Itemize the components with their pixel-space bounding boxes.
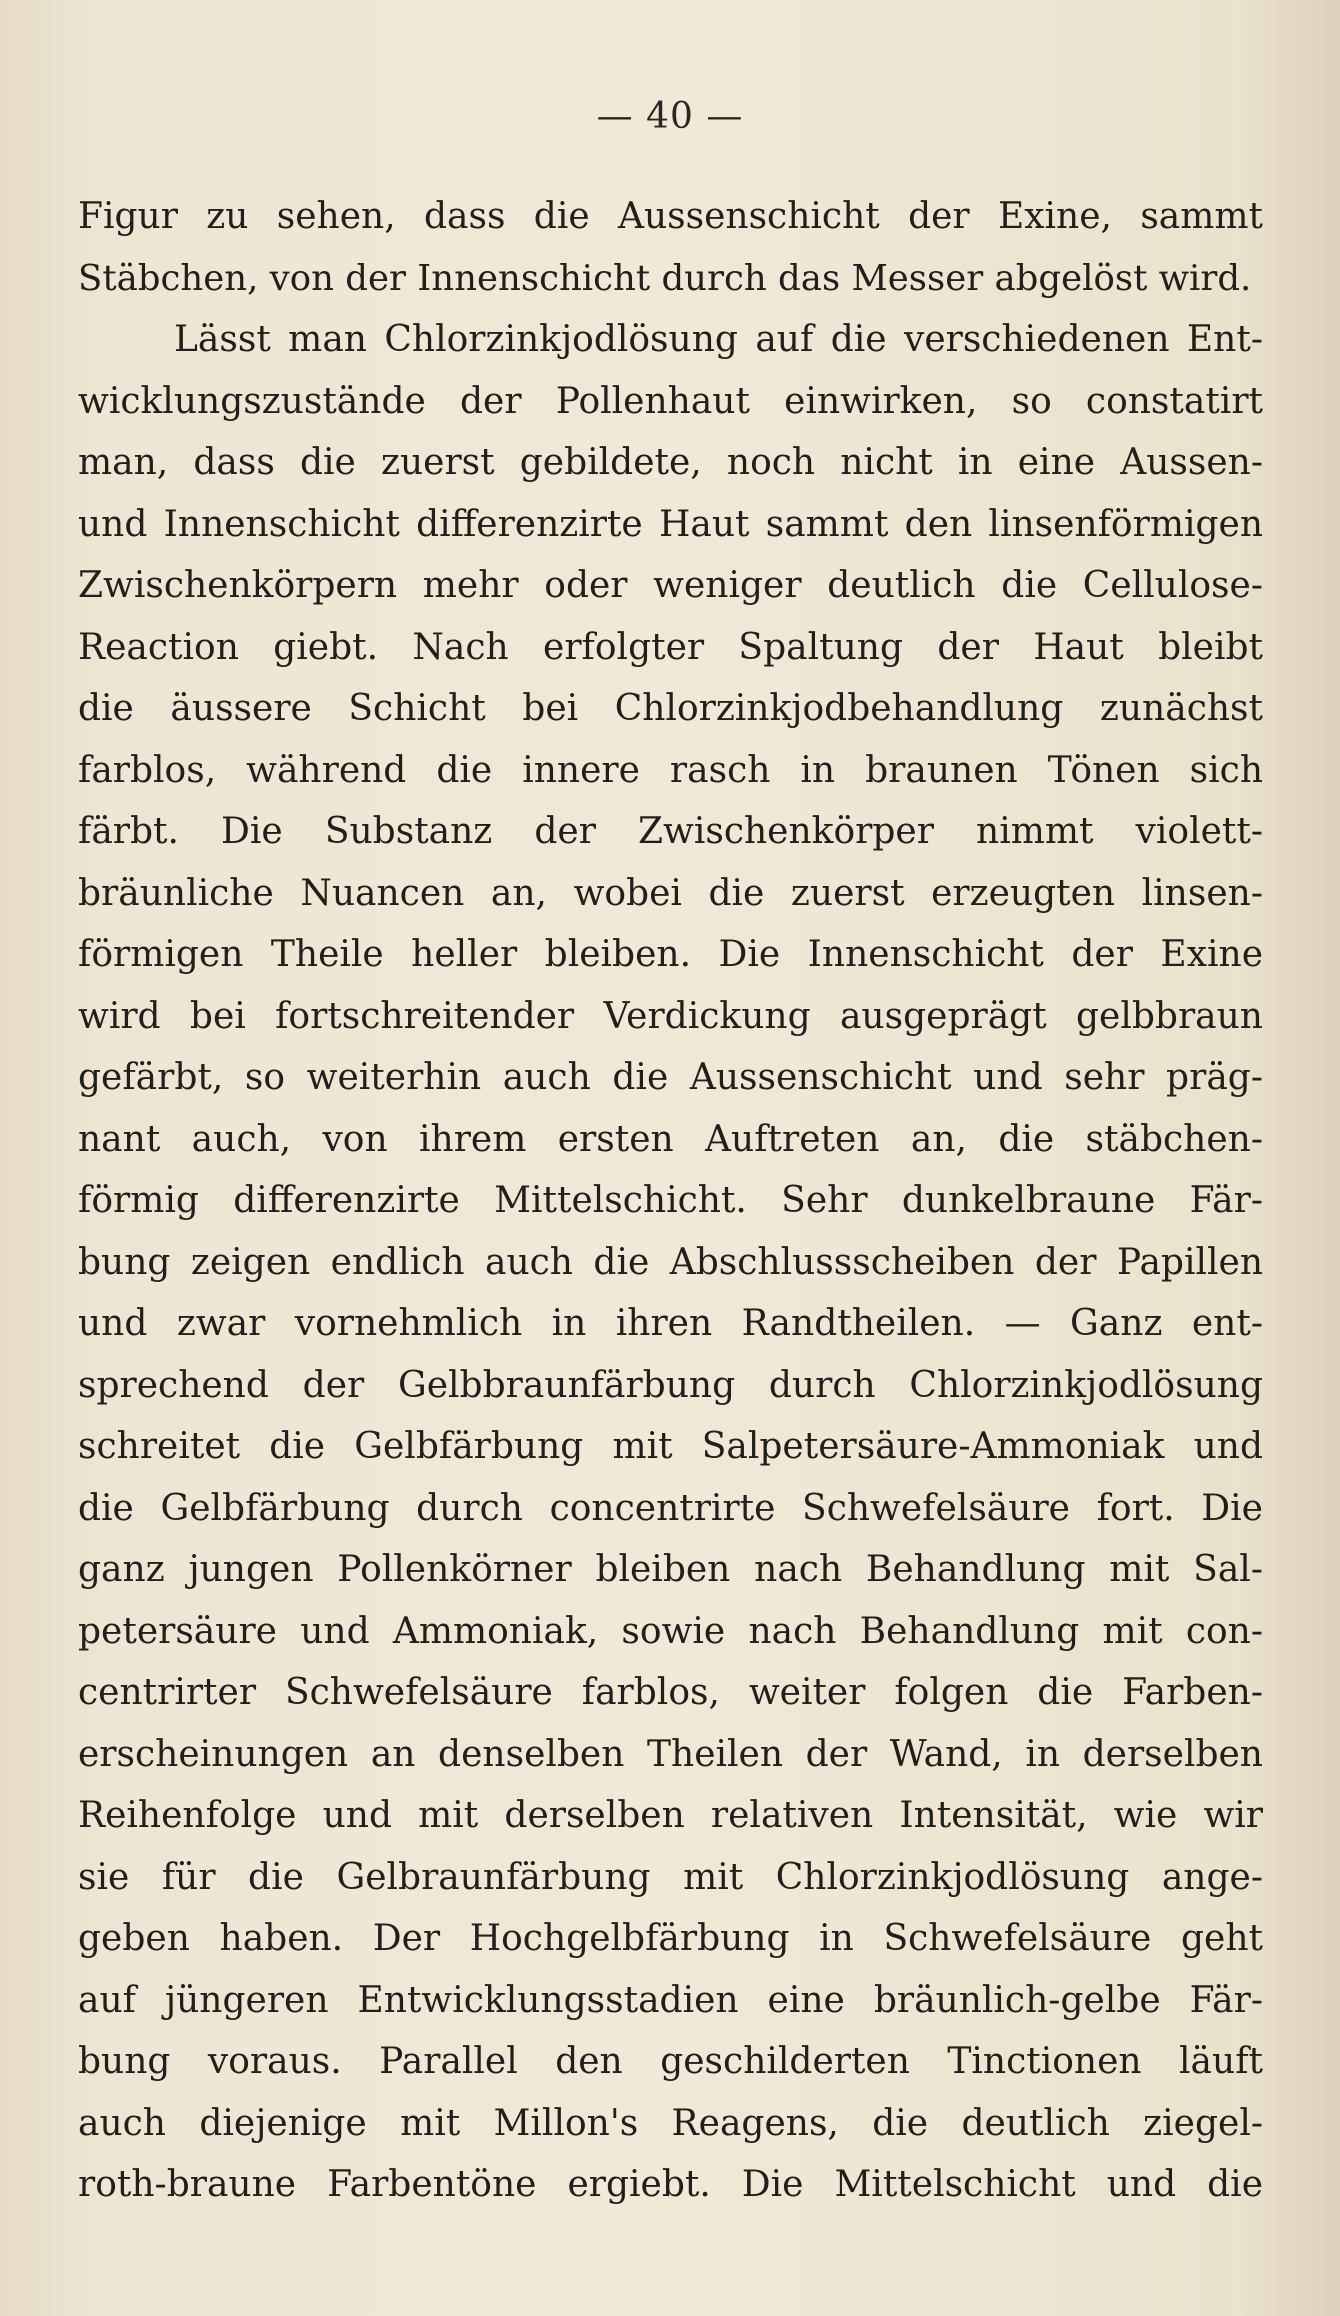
text-line: sprechend der Gelbbraunfärbung durch Chlorzinkjodlösung [78,1364,1263,1406]
text-line: färbt. Die Substanz der Zwischenkörper nimmt violett- [78,811,1263,852]
text-line: nant auch, von ihrem ersten Auftreten an, die stäbchen- [78,1118,1263,1160]
text-line: Reihenfolge und mit derselben relativen Intensität, wie wir [78,1795,1263,1836]
text-line: sie für die Gelbraunfärbung mit Chlorzinkjodlösung ange- [78,1856,1263,1898]
text-line: gefärbt, so weiterhin auch die Aussenschicht und sehr präg- [78,1057,1263,1098]
text-line: förmigen Theile heller bleiben. Die Innenschicht der Exine [78,934,1263,975]
text-line: Zwischenkörpern mehr oder weniger deutlich die Cellulose- [78,565,1263,606]
text-line: bräunliche Nuancen an, wobei die zuerst erzeugten linsen- [78,872,1263,914]
text-line: petersäure und Ammoniak, sowie nach Behandlung mit con- [78,1610,1263,1652]
text-line: geben haben. Der Hochgelbfärbung in Schwefelsäure geht [78,1918,1263,1959]
text-line: wicklungszustände der Pollenhaut einwirken, so constatirt [78,380,1263,422]
text-line: schreitet die Gelbfärbung mit Salpetersäure-Ammoniak und [78,1426,1263,1467]
text-line: die äussere Schicht bei Chlorzinkjodbehandlung zunächst [78,688,1263,729]
text-line: auch diejenige mit Millon's Reagens, die deutlich ziegel- [78,2102,1263,2144]
text-line: und Innenschicht differenzirte Haut sammt den linsenförmigen [78,503,1263,545]
text-line: und zwar vornehmlich in ihren Randtheilen. — Ganz ent- [78,1303,1263,1344]
text-line: bung zeigen endlich auch die Abschlussscheiben der Papillen [78,1241,1263,1283]
text-line: erscheinungen an denselben Theilen der Wand, in derselben [78,1733,1263,1775]
page-number: — 40 — [596,96,744,137]
text-line: wird bei fortschreitender Verdickung ausgeprägt gelbbraun [78,995,1263,1037]
text-line: Reaction giebt. Nach erfolgter Spaltung der Haut bleibt [78,626,1263,668]
text-line: centrirter Schwefelsäure farblos, weiter folgen die Farben- [78,1672,1263,1713]
text-line: Stäbchen, von der Innenschicht durch das Messer abgelöst wird. [78,257,1252,299]
text-line: roth-braune Farbentöne ergiebt. Die Mittelschicht und die [78,2164,1263,2205]
text-line: Figur zu sehen, dass die Aussenschicht der Exine, sammt [78,196,1263,237]
text-line: farblos, während die innere rasch in braunen Tönen sich [78,749,1263,791]
text-line: ganz jungen Pollenkörner bleiben nach Behandlung mit Sal- [78,1549,1263,1590]
text-line: förmig differenzirte Mittelschicht. Sehr dunkelbraune Fär- [78,1180,1263,1221]
text-line: die Gelbfärbung durch concentrirte Schwefelsäure fort. Die [78,1487,1263,1529]
text-line: auf jüngeren Entwicklungsstadien eine bräunlich-gelbe Fär- [78,1979,1263,2021]
text-line: man, dass die zuerst gebildete, noch nicht in eine Aussen- [78,442,1263,483]
body-text [78,186,1263,2216]
text-line: Lässt man Chlorzinkjodlösung auf die verschiedenen Ent- [174,319,1263,360]
text-line: bung voraus. Parallel den geschilderten Tinctionen läuft [78,2041,1263,2082]
